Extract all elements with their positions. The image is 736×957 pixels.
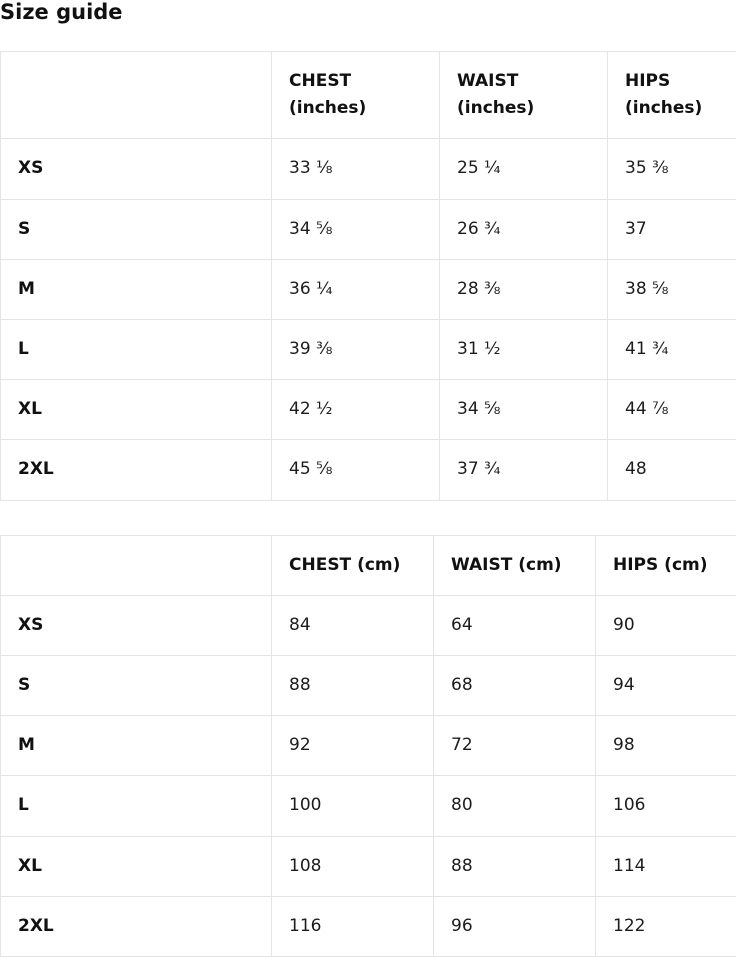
table-row: [1, 320, 736, 380]
measurement-value: 64: [434, 595, 596, 655]
measurement-value: 39 ⅜: [272, 320, 440, 380]
column-header-chest-cm: CHEST (cm): [272, 535, 434, 595]
size-label: XS: [1, 139, 272, 199]
size-label: 2XL: [1, 440, 272, 500]
measurement-value: 80: [434, 776, 596, 836]
size-label: L: [1, 320, 272, 380]
measurement-value: 42 ½: [272, 380, 440, 440]
column-header-hips-inches: HIPS (inches): [608, 52, 736, 139]
measurement-value: 96: [434, 896, 596, 956]
measurement-value: 72: [434, 716, 596, 776]
measurement-value: 68: [434, 655, 596, 715]
measurement-value: 88: [272, 655, 434, 715]
table-row: [1, 896, 736, 956]
table-header-row: [1, 52, 736, 139]
measurement-value: 41 ¾: [608, 320, 736, 380]
size-label: 2XL: [1, 896, 272, 956]
table-row: [1, 380, 736, 440]
measurement-value: 33 ⅛: [272, 139, 440, 199]
table-row: [1, 595, 736, 655]
size-label: M: [1, 259, 272, 319]
measurement-value: 37 ¾: [440, 440, 608, 500]
measurement-value: 114: [596, 836, 736, 896]
table-row: [1, 139, 736, 199]
measurement-value: 116: [272, 896, 434, 956]
size-label: XL: [1, 380, 272, 440]
measurement-value: 88: [434, 836, 596, 896]
table-header-row: [1, 535, 736, 595]
table-row: [1, 199, 736, 259]
table-row: [1, 716, 736, 776]
column-header-hips-cm: HIPS (cm): [596, 535, 736, 595]
corner-header-cell: [1, 535, 272, 595]
table-row: [1, 440, 736, 500]
size-label: M: [1, 716, 272, 776]
measurement-value: 94: [596, 655, 736, 715]
column-header-chest-inches: CHEST (inches): [272, 52, 440, 139]
measurement-value: 45 ⅝: [272, 440, 440, 500]
column-header-waist-inches: WAIST (inches): [440, 52, 608, 139]
measurement-value: 44 ⅞: [608, 380, 736, 440]
measurement-value: 122: [596, 896, 736, 956]
size-table-cm: [0, 535, 736, 957]
measurement-value: 34 ⅝: [440, 380, 608, 440]
size-label: S: [1, 199, 272, 259]
table-row: [1, 776, 736, 836]
size-label: XS: [1, 595, 272, 655]
corner-header-cell: [1, 52, 272, 139]
measurement-value: 100: [272, 776, 434, 836]
measurement-value: 98: [596, 716, 736, 776]
measurement-value: 48: [608, 440, 736, 500]
measurement-value: 84: [272, 595, 434, 655]
measurement-value: 34 ⅝: [272, 199, 440, 259]
measurement-value: 38 ⅝: [608, 259, 736, 319]
measurement-value: 90: [596, 595, 736, 655]
measurement-value: 37: [608, 199, 736, 259]
size-label: XL: [1, 836, 272, 896]
size-label: L: [1, 776, 272, 836]
table-row: [1, 836, 736, 896]
measurement-value: 106: [596, 776, 736, 836]
measurement-value: 36 ¼: [272, 259, 440, 319]
measurement-value: 26 ¾: [440, 199, 608, 259]
table-row: [1, 655, 736, 715]
column-header-waist-cm: WAIST (cm): [434, 535, 596, 595]
measurement-value: 35 ⅜: [608, 139, 736, 199]
measurement-value: 28 ⅜: [440, 259, 608, 319]
measurement-value: 31 ½: [440, 320, 608, 380]
measurement-value: 25 ¼: [440, 139, 608, 199]
size-guide-title: Size guide: [0, 0, 736, 24]
measurement-value: 92: [272, 716, 434, 776]
size-table-inches: [0, 51, 736, 501]
size-label: S: [1, 655, 272, 715]
table-row: [1, 259, 736, 319]
measurement-value: 108: [272, 836, 434, 896]
